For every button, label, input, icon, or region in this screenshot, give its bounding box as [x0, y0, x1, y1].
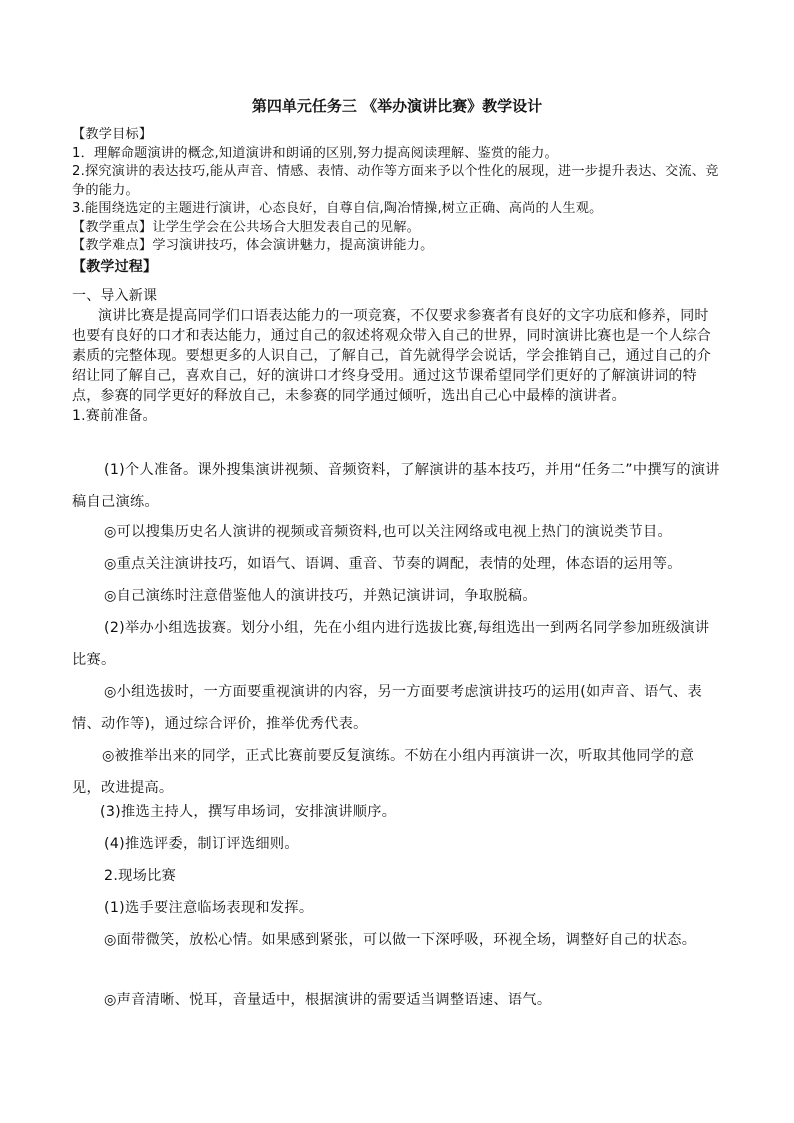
- prep-item-1-note-a: ◎可以搜集历史名人演讲的视频或音频资料,也可以关注网络或电视上热门的演说类节目。: [104, 524, 673, 540]
- prep-item-2: (2)举办小组选拔赛。划分小组，先在小组内进行选拔比赛,每组选出一到两名同学参加班级演讲比赛。: [72, 620, 710, 668]
- document-title: 第四单元任务三 《举办演讲比赛》教学设计: [251, 97, 543, 115]
- live-item-1: (1)选手要注意临场表现和发挥。: [104, 900, 314, 916]
- intro-section: [72, 286, 720, 426]
- prep-item-2-note-a: ◎小组选拔时，一方面要重视演讲的内容，另一方面要考虑演讲技巧的运用(如声音、语气、表情、动作等)，通过综合评价，推举优秀代表。: [72, 684, 703, 732]
- live-item-1-note-b: ◎声音清晰、悦耳，音量适中，根据演讲的需要适当调整语速、语气。: [104, 992, 552, 1008]
- prep-item-3: (3)推选主持人，撰写串场词，安排演讲顺序。: [100, 804, 397, 820]
- prep-item-1-note-c: ◎自己演练时注意借鉴他人的演讲技巧，并熟记演讲词，争取脱稿。: [104, 588, 537, 604]
- goals-heading: 【教学目标】: [72, 127, 153, 142]
- goal-2: 2.探究演讲的表达技巧,能从声音、情感、表情、动作等方面来予以个性化的展现，进一步提升表达、交流、竞争的能力。: [72, 164, 719, 198]
- prep-item-4: (4)推选评委，制订评选细则。: [104, 836, 299, 852]
- goal-1: 1．理解命题演讲的概念,知道演讲和朗诵的区别,努力提高阅读理解、鉴赏的能力。: [72, 145, 558, 161]
- prep-item-1-note-b: ◎重点关注演讲技巧，如语气、语调、重音、节奏的调配，表情的处理，体态语的运用等。: [104, 556, 682, 572]
- prep-heading: 1.赛前准备。: [72, 408, 157, 424]
- live-heading: 2.现场比赛: [104, 868, 177, 884]
- intro-paragraph: 演讲比赛是提高同学们口语表达能力的一项竞赛，不仅要求参赛者有良好的文字功底和修养，同时也要有良好的口才和表达能力，通过自己的叙述将观众带入自己的世界，同时演讲比赛也是一个人综合素质的完整体现。要想更多的人识自己，了解自己，首先就得学会说话，学会推销自己，通过自己的介绍让同了解自己，喜欢自己，好的演讲口才终身受用。通过这节课希望同学们更好的了解演讲词的特点，参赛的同学更好的释放自己，未参赛的同学通过倾听，选出自己心中最棒的演讲者。: [72, 308, 711, 404]
- live-item-1-note-a: ◎面带微笑，放松心情。如果感到紧张，可以做一下深呼吸，环视全场，调整好自己的状态。: [104, 932, 697, 948]
- prep-item-2-note-b: ◎被推举出来的同学，正式比赛前要反复演练。不妨在小组内再演讲一次，听取其他同学的意见，改进提高。: [72, 748, 695, 796]
- difficulty: 【教学难点】学习演讲技巧，体会演讲魅力，提高演讲能力。: [72, 238, 434, 253]
- prep-item-1: (1)个人准备。课外搜集演讲视频、音频资料，了解演讲的基本技巧，并用“任务二”中撰写的演讲稿自己演练。: [72, 462, 720, 510]
- key-point: 【教学重点】让学生学会在公共场合大胆发表自己的见解。: [72, 219, 421, 235]
- goal-3: 3.能围绕选定的主题进行演讲，心态良好，自尊自信,陶冶情操,树立正确、高尚的人生观。: [72, 201, 603, 216]
- process-heading: 【教学过程】: [72, 259, 158, 275]
- teaching-goals-section: [72, 126, 720, 256]
- intro-heading: 一、导入新课: [72, 288, 158, 304]
